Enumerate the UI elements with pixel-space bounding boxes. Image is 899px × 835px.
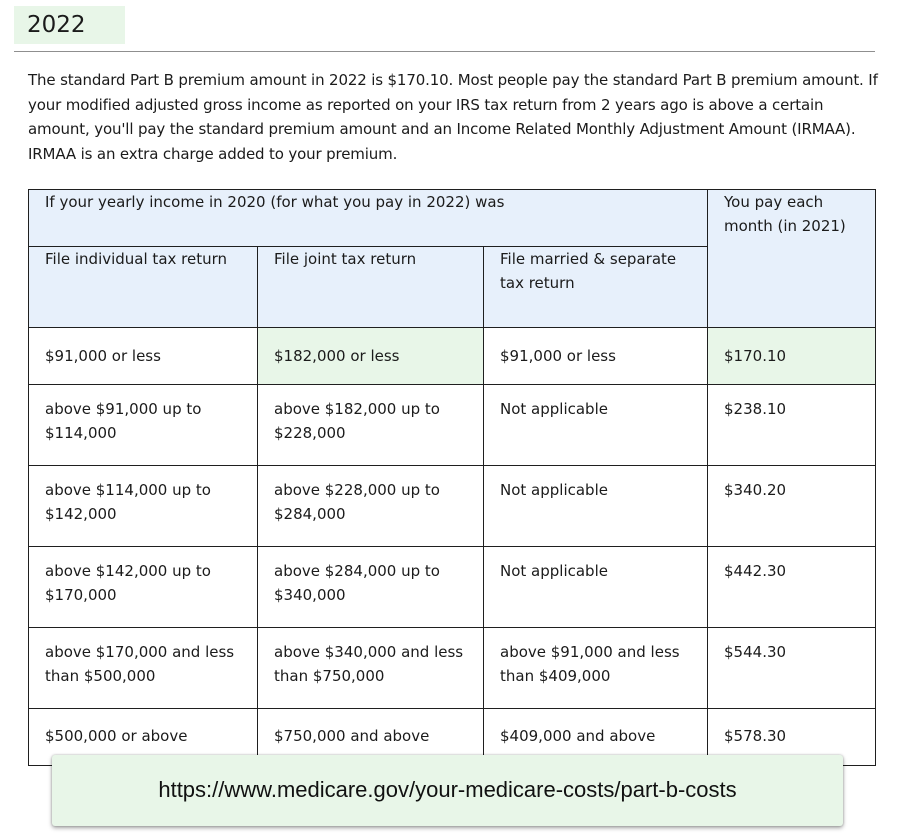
income-married-separate-cell: Not applicable (484, 385, 708, 466)
table-row (29, 466, 876, 547)
income-joint-cell: above $228,000 up to $284,000 (258, 466, 484, 547)
source-url[interactable]: https://www.medicare.gov/your-medicare-costs/part-b-costs (158, 777, 737, 802)
monthly-premium-cell: $578.30 (708, 709, 876, 766)
income-married-separate-cell: Not applicable (484, 547, 708, 628)
income-joint-cell: above $340,000 and less than $750,000 (258, 628, 484, 709)
table-row (29, 547, 876, 628)
table-row (29, 385, 876, 466)
source-url-banner (52, 755, 843, 826)
income-individual-cell: above $114,000 up to $142,000 (29, 466, 258, 547)
monthly-premium-cell: $340.20 (708, 466, 876, 547)
income-year-header: If your yearly income in 2020 (for what you pay in 2022) was (29, 190, 708, 247)
income-married-separate-cell: $91,000 or less (484, 328, 708, 385)
monthly-premium-cell: $238.10 (708, 385, 876, 466)
income-joint-cell: above $284,000 up to $340,000 (258, 547, 484, 628)
column-header-married-separate: File married & separate tax return (484, 247, 708, 328)
column-header-joint: File joint tax return (258, 247, 484, 328)
monthly-premium-cell: $442.30 (708, 547, 876, 628)
income-married-separate-cell: Not applicable (484, 466, 708, 547)
column-header-individual: File individual tax return (29, 247, 258, 328)
monthly-premium-cell: $170.10 (708, 328, 876, 385)
table-row (29, 628, 876, 709)
monthly-premium-cell: $544.30 (708, 628, 876, 709)
income-joint-cell: $182,000 or less (258, 328, 484, 385)
monthly-pay-header: You pay each month (in 2021) (708, 190, 876, 328)
income-individual-cell: above $91,000 up to $114,000 (29, 385, 258, 466)
income-joint-cell: $750,000 and above (258, 709, 484, 766)
income-individual-cell: $91,000 or less (29, 328, 258, 385)
income-married-separate-cell: $409,000 and above (484, 709, 708, 766)
income-individual-cell: above $142,000 up to $170,000 (29, 547, 258, 628)
year-heading: 2022 (14, 6, 125, 44)
income-joint-cell: above $182,000 up to $228,000 (258, 385, 484, 466)
table-row (29, 328, 876, 385)
income-individual-cell: above $170,000 and less than $500,000 (29, 628, 258, 709)
income-married-separate-cell: above $91,000 and less than $409,000 (484, 628, 708, 709)
intro-paragraph: The standard Part B premium amount in 2022 is $170.10. Most people pay the standard Part B premium amount. If your modified adjusted gross income as reported on your IRS tax return from 2 years ago is above a certain amount, you'll pay the standard premium amount and an Income Related Monthly Adjustment Amount (IRMAA). IRMAA is an extra charge added to your premium. (28, 71, 878, 163)
income-individual-cell: $500,000 or above (29, 709, 258, 766)
heading-divider (14, 51, 875, 52)
premium-table (28, 189, 876, 766)
